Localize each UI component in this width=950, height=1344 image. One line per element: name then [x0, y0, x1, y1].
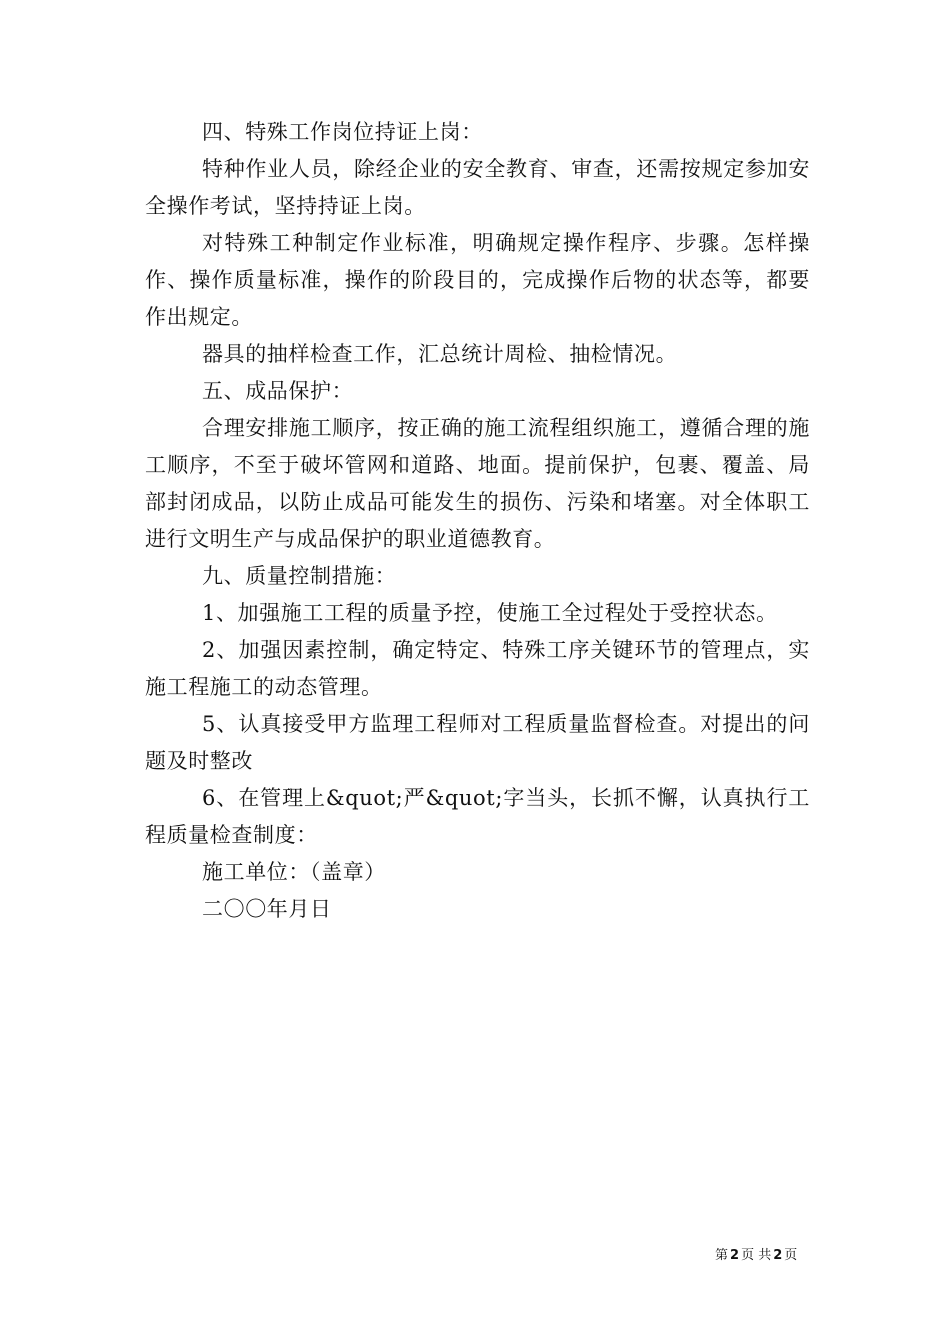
paragraph-operation-standards: 对特殊工种制定作业标准，明确规定操作程序、步骤。怎样操作、操作质量标准，操作的阶段目的，完成操作后物的状态等，都要作出规定。 — [145, 231, 810, 329]
paragraph-special-operators: 特种作业人员，除经企业的安全教育、审查，还需按规定参加安全操作考试，坚持持证上岗。 — [145, 157, 810, 218]
heading-product-protection: 五、成品保护： — [202, 379, 354, 403]
footer-prefix: 第 — [715, 1248, 729, 1263]
list-item-strict-management: 6、在管理上&quot;严&quot;字当头，长抓不懈，认真执行工程质量检查制度： — [145, 786, 810, 847]
date-line: 二〇〇年月日 — [202, 897, 332, 921]
signature-unit-line: 施工单位：（盖章） — [202, 860, 386, 884]
footer-current-page: 2 — [730, 1248, 740, 1263]
paragraph-sampling-inspection: 器具的抽样检查工作，汇总统计周检、抽检情况。 — [202, 342, 678, 366]
list-item-supervision-inspection: 5、认真接受甲方监理工程师对工程质量监督检查。对提出的问题及时整改 — [145, 712, 810, 773]
document-body — [145, 114, 810, 928]
footer-suffix: 页 — [784, 1248, 798, 1263]
paragraph-construction-sequence: 合理安排施工顺序，按正确的施工流程组织施工，遵循合理的施工顺序，不至于破坏管网和道路、地面。提前保护，包裹、覆盖、局部封闭成品，以防止成品可能发生的损伤、污染和堵塞。对全体职工进行文明生产与成品保护的职业道德教育。 — [145, 416, 810, 551]
footer-middle: 页 共 — [741, 1248, 772, 1263]
heading-special-posts: 四、特殊工作岗位持证上岗： — [202, 120, 483, 144]
footer-total-pages: 2 — [773, 1248, 783, 1263]
list-item-factor-control: 2、加强因素控制，确定特定、特殊工序关键环节的管理点，实施工程施工的动态管理。 — [145, 638, 810, 699]
page-number-footer — [715, 1247, 825, 1265]
list-item-quality-pre-control: 1、加强施工工程的质量予控，使施工全过程处于受控状态。 — [202, 601, 778, 625]
heading-quality-control: 九、质量控制措施： — [202, 564, 397, 588]
